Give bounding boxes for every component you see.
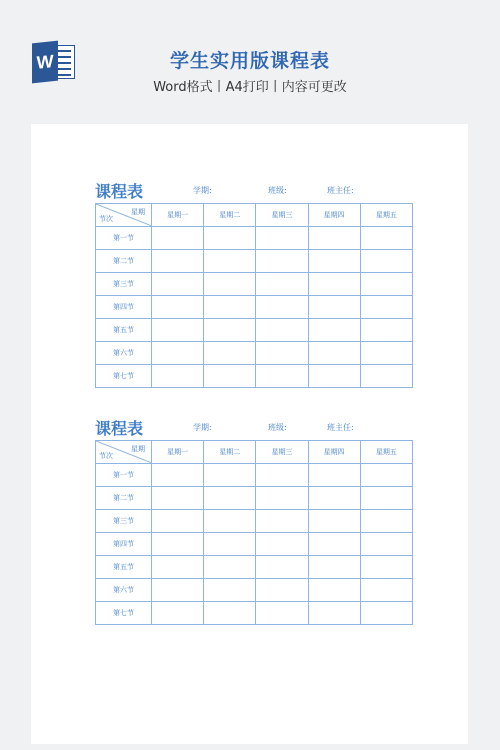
teacher-label: 班主任: xyxy=(327,423,354,432)
table-row xyxy=(96,533,413,556)
schedule-cell[interactable] xyxy=(256,365,308,388)
schedule-table xyxy=(95,203,413,388)
schedule-cell[interactable] xyxy=(256,579,308,602)
day-header: 星期二 xyxy=(204,204,256,227)
schedule-cell[interactable] xyxy=(308,533,360,556)
schedule-cell[interactable] xyxy=(204,487,256,510)
schedule-cell[interactable] xyxy=(256,273,308,296)
period-label: 第七节 xyxy=(96,602,152,625)
schedule-cell[interactable] xyxy=(204,464,256,487)
term-label: 学期: xyxy=(193,186,212,195)
table-row xyxy=(96,464,413,487)
schedule-cell[interactable] xyxy=(204,296,256,319)
schedule-cell[interactable] xyxy=(152,365,204,388)
day-header: 星期一 xyxy=(152,204,204,227)
day-header: 星期三 xyxy=(256,204,308,227)
sheet-title: 课程表 xyxy=(95,419,144,438)
schedule-cell[interactable] xyxy=(360,487,412,510)
period-label: 第一节 xyxy=(96,464,152,487)
period-label: 第三节 xyxy=(96,510,152,533)
schedule-cell[interactable] xyxy=(256,250,308,273)
schedule-sheet-1 xyxy=(95,179,413,388)
class-label: 班级: xyxy=(268,423,287,432)
schedule-cell[interactable] xyxy=(152,464,204,487)
schedule-cell[interactable] xyxy=(204,533,256,556)
schedule-cell[interactable] xyxy=(256,556,308,579)
schedule-cell[interactable] xyxy=(204,250,256,273)
table-row xyxy=(96,510,413,533)
schedule-cell[interactable] xyxy=(308,602,360,625)
schedule-cell[interactable] xyxy=(204,319,256,342)
table-row xyxy=(96,273,413,296)
term-label: 学期: xyxy=(193,423,212,432)
corner-day-label: 星期 xyxy=(131,208,145,216)
table-row xyxy=(96,296,413,319)
teacher-label: 班主任: xyxy=(327,186,354,195)
period-label: 第三节 xyxy=(96,273,152,296)
schedule-cell[interactable] xyxy=(152,487,204,510)
schedule-cell[interactable] xyxy=(256,296,308,319)
schedule-cell[interactable] xyxy=(152,342,204,365)
schedule-cell[interactable] xyxy=(360,342,412,365)
schedule-cell[interactable] xyxy=(308,296,360,319)
day-header: 星期二 xyxy=(204,441,256,464)
schedule-cell[interactable] xyxy=(204,556,256,579)
table-row xyxy=(96,319,413,342)
table-row xyxy=(96,342,413,365)
schedule-cell[interactable] xyxy=(204,227,256,250)
class-label: 班级: xyxy=(268,186,287,195)
table-row xyxy=(96,602,413,625)
schedule-cell[interactable] xyxy=(152,250,204,273)
table-row xyxy=(96,579,413,602)
table-row xyxy=(96,556,413,579)
schedule-cell[interactable] xyxy=(308,579,360,602)
period-label: 第五节 xyxy=(96,556,152,579)
schedule-cell[interactable] xyxy=(152,556,204,579)
corner-day-label: 星期 xyxy=(131,445,145,453)
day-header: 星期一 xyxy=(152,441,204,464)
schedule-cell[interactable] xyxy=(308,487,360,510)
day-header: 星期五 xyxy=(360,441,412,464)
schedule-cell[interactable] xyxy=(360,250,412,273)
table-row xyxy=(96,365,413,388)
corner-cell xyxy=(96,441,152,464)
schedule-cell[interactable] xyxy=(308,510,360,533)
schedule-cell[interactable] xyxy=(152,579,204,602)
schedule-cell[interactable] xyxy=(204,342,256,365)
day-header: 星期四 xyxy=(308,441,360,464)
schedule-cell[interactable] xyxy=(360,227,412,250)
schedule-cell[interactable] xyxy=(360,556,412,579)
schedule-cell[interactable] xyxy=(360,365,412,388)
schedule-cell[interactable] xyxy=(204,365,256,388)
sheet-header xyxy=(95,179,413,201)
schedule-cell[interactable] xyxy=(308,250,360,273)
schedule-cell[interactable] xyxy=(152,533,204,556)
page-title: 学生实用版课程表 xyxy=(169,50,330,72)
schedule-cell[interactable] xyxy=(360,296,412,319)
table-header-row xyxy=(96,204,413,227)
schedule-cell[interactable] xyxy=(204,273,256,296)
sheet-header xyxy=(95,416,413,438)
schedule-cell[interactable] xyxy=(256,227,308,250)
corner-cell xyxy=(96,204,152,227)
schedule-cell[interactable] xyxy=(152,227,204,250)
day-header: 星期四 xyxy=(308,204,360,227)
schedule-cell[interactable] xyxy=(204,579,256,602)
schedule-cell[interactable] xyxy=(308,464,360,487)
schedule-cell[interactable] xyxy=(360,273,412,296)
schedule-cell[interactable] xyxy=(308,319,360,342)
schedule-cell[interactable] xyxy=(360,319,412,342)
table-row xyxy=(96,487,413,510)
page-subtitle: Word格式丨A4打印丨内容可更改 xyxy=(153,80,347,95)
period-label: 第二节 xyxy=(96,250,152,273)
schedule-sheet-2 xyxy=(95,416,413,625)
corner-period-label: 节次 xyxy=(99,215,113,223)
schedule-cell[interactable] xyxy=(360,510,412,533)
schedule-table xyxy=(95,440,413,625)
schedule-cell[interactable] xyxy=(256,602,308,625)
schedule-cell[interactable] xyxy=(204,510,256,533)
schedule-cell[interactable] xyxy=(152,296,204,319)
schedule-cell[interactable] xyxy=(360,602,412,625)
schedule-cell[interactable] xyxy=(256,464,308,487)
document-page xyxy=(31,124,468,744)
schedule-cell[interactable] xyxy=(256,510,308,533)
schedule-cell[interactable] xyxy=(256,319,308,342)
corner-period-label: 节次 xyxy=(99,452,113,460)
schedule-cell[interactable] xyxy=(152,510,204,533)
period-label: 第一节 xyxy=(96,227,152,250)
schedule-cell[interactable] xyxy=(256,342,308,365)
period-label: 第二节 xyxy=(96,487,152,510)
schedule-cell[interactable] xyxy=(152,319,204,342)
schedule-cell[interactable] xyxy=(308,342,360,365)
table-row xyxy=(96,250,413,273)
word-badge: W xyxy=(32,41,58,84)
schedule-cell[interactable] xyxy=(256,533,308,556)
schedule-cell[interactable] xyxy=(308,365,360,388)
sheet-title: 课程表 xyxy=(95,182,144,201)
period-label: 第六节 xyxy=(96,579,152,602)
table-row xyxy=(96,227,413,250)
schedule-cell[interactable] xyxy=(308,227,360,250)
day-header: 星期三 xyxy=(256,441,308,464)
schedule-cell[interactable] xyxy=(152,273,204,296)
table-header-row xyxy=(96,441,413,464)
period-label: 第四节 xyxy=(96,533,152,556)
schedule-cell[interactable] xyxy=(360,533,412,556)
schedule-cell[interactable] xyxy=(308,273,360,296)
schedule-cell[interactable] xyxy=(360,464,412,487)
schedule-cell[interactable] xyxy=(308,556,360,579)
schedule-cell[interactable] xyxy=(360,579,412,602)
period-label: 第五节 xyxy=(96,319,152,342)
day-header: 星期五 xyxy=(360,204,412,227)
period-label: 第七节 xyxy=(96,365,152,388)
schedule-cell[interactable] xyxy=(152,602,204,625)
period-label: 第四节 xyxy=(96,296,152,319)
schedule-cell[interactable] xyxy=(204,602,256,625)
period-label: 第六节 xyxy=(96,342,152,365)
schedule-cell[interactable] xyxy=(256,487,308,510)
